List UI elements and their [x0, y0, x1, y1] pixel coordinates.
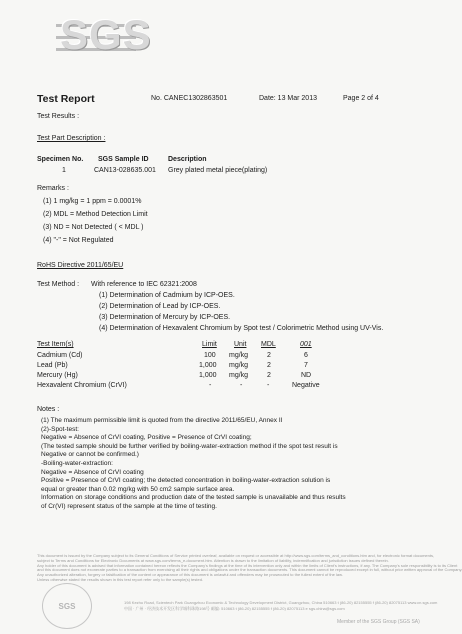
remark-item: (4) "-" = Not Regulated [43, 237, 114, 244]
table-row [37, 361, 407, 370]
notes-body [41, 417, 421, 512]
table-cell-unit: mg/kg [229, 362, 249, 369]
note-line: Negative = Absence of CrVI coating, Positive = Presence of CrVI coating; [41, 434, 252, 442]
table-cell-result: Negative [292, 382, 320, 389]
note-line: Information on storage conditions and production date of the tested sample is unavailable and thus results [41, 494, 346, 502]
note-line: (2)-Spot-test: [41, 425, 79, 433]
table-cell-result: ND [301, 372, 312, 379]
footer-notice-line: This document is issued by the Company subject to its General Conditions of Service printed overleaf, available on request or accessible at http://www.sgs.com/terms_and_conditions.htm and, for electronic format documents, [37, 553, 435, 558]
footer-legal-notice [37, 553, 462, 585]
remark-item: (3) ND = Not Detected ( < MDL ) [43, 224, 144, 231]
company-seal-text: SGS [58, 601, 76, 611]
table-row [37, 381, 407, 390]
specimen-header-no: Specimen No. [37, 156, 84, 163]
table-cell-limit: 1,000 [199, 362, 217, 369]
company-seal [42, 583, 92, 629]
table-cell-unit: - [240, 382, 243, 389]
footer-notice-line: Any unauthorized alteration, forgery or falsification of the content or appearance of this document is unlawful and offenders may be prosecuted to the fullest extent of the law. [37, 572, 343, 578]
footer-notice-line: subject to Terms and Conditions for Electronic Documents at www.sgs.com/terms_e-document.htm. Attention is drawn to the limitation of liability, indemnification and jurisdiction issues defined therein. [37, 557, 389, 563]
specimen-sample-id: CAN13-028635.001 [94, 167, 156, 174]
report-title: Test Report [37, 93, 95, 105]
footer-notice-line: Any holder of this document is advised that information contained hereon reflects the Company's findings at the time of its intervention only and within the limits of Client's instructions, if any. The Company's sole responsibility is to its Client [37, 562, 458, 568]
table-cell-mdl: 2 [267, 372, 271, 379]
results-header-unit: Unit [234, 341, 247, 348]
specimen-no: 1 [62, 167, 66, 174]
table-cell-item: Mercury (Hg) [37, 372, 78, 379]
table-cell-limit: - [209, 382, 212, 389]
note-line: -Boiling-water-extraction: [41, 459, 113, 467]
remark-item: (2) MDL = Method Detection Limit [43, 211, 148, 218]
test-method-line: (1) Determination of Cadmium by ICP-OES. [99, 292, 235, 299]
remark-item: (1) 1 mg/kg = 1 ppm = 0.0001% [43, 198, 142, 205]
table-cell-mdl: - [267, 382, 270, 389]
notes-label: Notes : [37, 406, 60, 413]
specimen-header-id: SGS Sample ID [98, 156, 149, 163]
test-method-label: Test Method : [37, 281, 80, 288]
footer-address-cn: 中国 · 广州 · 经济技术开发区科学城科珠路198号 邮编: 510663 t (86-20) 82155555 f (86-20) 82075113 e sgs.china@sgs.com [124, 606, 345, 611]
report-date: Date: 13 Mar 2013 [259, 95, 317, 102]
note-line: of Cr(VI) represent status of the sample at the time of testing. [41, 502, 217, 510]
test-part-description-label: Test Part Description : [37, 135, 106, 142]
table-cell-unit: mg/kg [229, 372, 249, 379]
table-cell-result: 6 [304, 352, 308, 359]
table-cell-limit: 1,000 [199, 372, 217, 379]
note-line: (The tested sample should be further verified by boiling-water-extraction method if the spot test result is [41, 442, 338, 450]
table-row [37, 351, 407, 360]
test-method-line: (3) Determination of Mercury by ICP-OES. [99, 314, 231, 321]
test-method-line: (4) Determination of Hexavalent Chromium by Spot test / Colorimetric Method using UV-Vis. [99, 325, 384, 332]
sgs-logo-text: SGS [60, 11, 152, 58]
footer-notice-line: and this document does not exonerate parties to a transaction from exercising all their rights and obligations under the transaction documents. This document cannot be reproduced except in full, without prior written approval of the Company. [37, 567, 462, 573]
sgs-logo [46, 6, 152, 68]
table-cell-item: Hexavalent Chromium (CrVI) [37, 382, 127, 389]
note-line: Negative = Absence of CrVI coating [41, 468, 144, 476]
results-header-mdl: MDL [261, 341, 276, 348]
report-number: No. CANEC1302863501 [151, 95, 228, 102]
table-cell-item: Cadmium (Cd) [37, 352, 83, 359]
footer-address [124, 600, 438, 612]
note-line: equal or greater than 0.02 mg/kg with 50 cm2 sample surface area. [41, 485, 235, 493]
table-cell-item: Lead (Pb) [37, 362, 68, 369]
note-line: (1) The maximum permissible limit is quoted from the directive 2011/65/EU, Annex II [41, 417, 283, 424]
footer-notice-line: Unless otherwise stated the results shown in this test report refer only to the sample(s) tested. [37, 576, 204, 582]
table-cell-limit: 100 [204, 352, 216, 359]
specimen-table [37, 155, 417, 175]
results-header-item: Test Item(s) [37, 341, 74, 348]
footer-address-en: 198 Kezhu Road, Scientech Park Guangzhou Economic & Technology Development District, Guangzhou, China 510663 t (86-20) 82155555 f (86-20) 82075113 www.cn.sgs.com [124, 600, 438, 605]
test-method-line: With reference to IEC 62321:2008 [91, 281, 197, 288]
results-header-sample: 001 [300, 341, 312, 348]
note-line: Positive = Presence of CrVI coating; the detected concentration in boiling-water-extraction solution is [41, 477, 331, 485]
directive-heading: RoHS Directive 2011/65/EU [37, 262, 124, 269]
table-cell-mdl: 2 [267, 352, 271, 359]
specimen-description: Grey plated metal piece(plating) [168, 167, 268, 174]
results-header-row [37, 340, 407, 349]
test-results-label: Test Results : [37, 113, 80, 120]
page-number: Page 2 of 4 [343, 95, 379, 102]
table-cell-unit: mg/kg [229, 352, 249, 359]
specimen-header-description: Description [168, 156, 207, 163]
footer-member: Member of the SGS Group (SGS SA) [337, 619, 420, 625]
results-table [37, 340, 417, 390]
table-cell-mdl: 2 [267, 362, 271, 369]
results-header-limit: Limit [202, 341, 217, 348]
test-method-line: (2) Determination of Lead by ICP-OES. [99, 303, 221, 310]
note-line: Negative or cannot be confirmed.) [41, 451, 139, 459]
remarks-label: Remarks : [37, 185, 69, 192]
table-row [37, 371, 407, 380]
table-cell-result: 7 [304, 362, 308, 369]
